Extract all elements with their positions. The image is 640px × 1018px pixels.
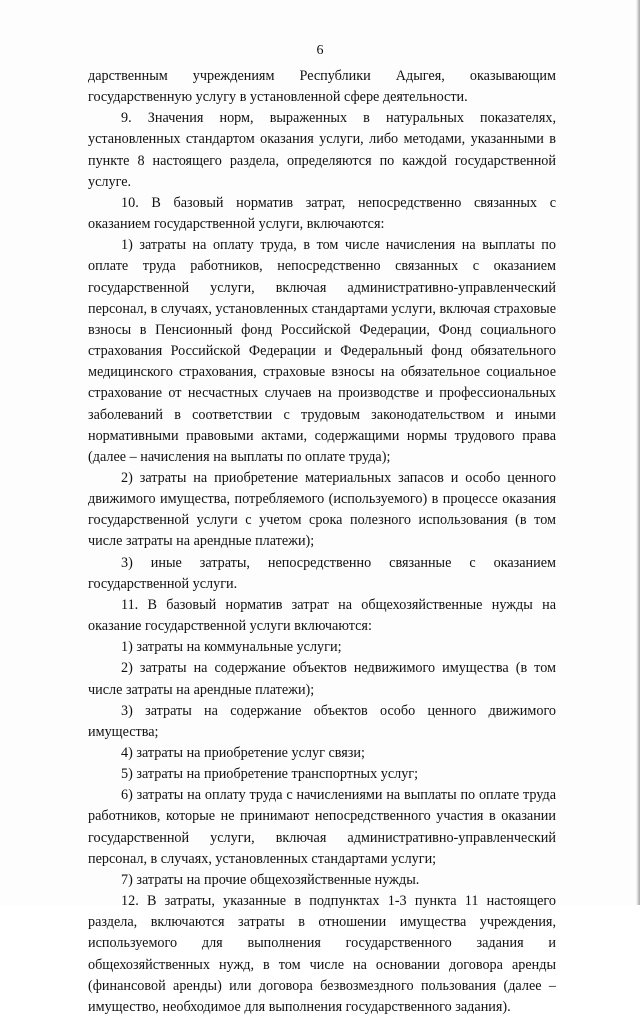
paragraph-continuation: дарственным учреждениям Республики Адыгея, оказывающим государственную услугу в установленной сфере деятельности.	[88, 68, 556, 106]
paragraph-item-12: 12. В затраты, указанные в подпунктах 1-3 пункта 11 настоящего раздела, включаются затраты в отношении имущества учреждения, используемого для выполнения государственного задания и общехозяйственных нужд, в том числе на основании договора аренды (финансовой аренды) или договора безвозмездного пользования (далее – имущество, необходимое для выполнения государственного задания).	[88, 893, 556, 1015]
paragraph-item-10-3: 3) иные затраты, непосредственно связанные с оказанием государственной услуги.	[88, 554, 556, 592]
paragraph-item-10-1: 1) затраты на оплату труда, в том числе начисления на выплаты по оплате труда работников, непосредственно связанных с оказанием государственной услуги, включая административно-управленческий персонал, в случаях, установленных стандартами услуги, включая страховые взносы в Пенсионный фонд Российской Федерации, Фонд социального страхования Российской Федерации и Федеральный фонд обязательного медицинского страхования, страховые взносы на обязательное социальное страхование от несчастных случаев на производстве и профессиональных заболеваний в соответствии с трудовым законодательством и иными нормативными правовыми актами, содержащими нормы трудового права (далее – начисления на выплаты по оплате труда);	[88, 237, 556, 465]
paragraph-item-10-2: 2) затраты на приобретение материальных запасов и особо ценного движимого имущества, потребляемого (используемого) в процессе оказания государственной услуги с учетом срока полезного использования (в том числе затраты на арендные платежи);	[88, 469, 556, 550]
paragraph-item-11-1: 1) затраты на коммунальные услуги;	[121, 639, 342, 656]
paragraph-item-11-5: 5) затраты на приобретение транспортных услуг;	[121, 766, 419, 783]
page-number: 6	[316, 43, 324, 58]
paragraph-item-10: 10. В базовый норматив затрат, непосредственно связанных с оказанием государственной услуги, включаются:	[88, 194, 556, 233]
paragraph-item-11-6: 6) затраты на оплату труда с начислениями на выплаты по оплате труда работников, которые не принимают непосредственного участия в оказании государственной услуги, включая административно-управленческий персонал, в случаях, установленных стандартами услуги;	[88, 787, 556, 867]
paragraph-item-11: 11. В базовый норматив затрат на общехозяйственные нужды на оказание государственной услуги включаются:	[88, 596, 556, 635]
scan-edge-shadow	[636, 0, 640, 905]
paragraph-item-11-7: 7) затраты на прочие общехозяйственные нужды.	[121, 871, 420, 888]
paragraph-item-11-2: 2) затраты на содержание объектов недвижимого имущества (в том числе затраты на арендные платежи);	[88, 660, 556, 698]
document-body	[88, 66, 556, 1018]
paragraph-item-9: 9. Значения норм, выраженных в натуральных показателях, установленных стандартом оказания услуги, либо методами, указанными в пункте 8 настоящего раздела, определяются по каждой государственной услуге.	[88, 110, 556, 190]
paragraph-item-11-3: 3) затраты на содержание объектов особо ценного движимого имущества;	[88, 702, 556, 740]
paragraph-item-11-4: 4) затраты на приобретение услуг связи;	[121, 745, 365, 761]
